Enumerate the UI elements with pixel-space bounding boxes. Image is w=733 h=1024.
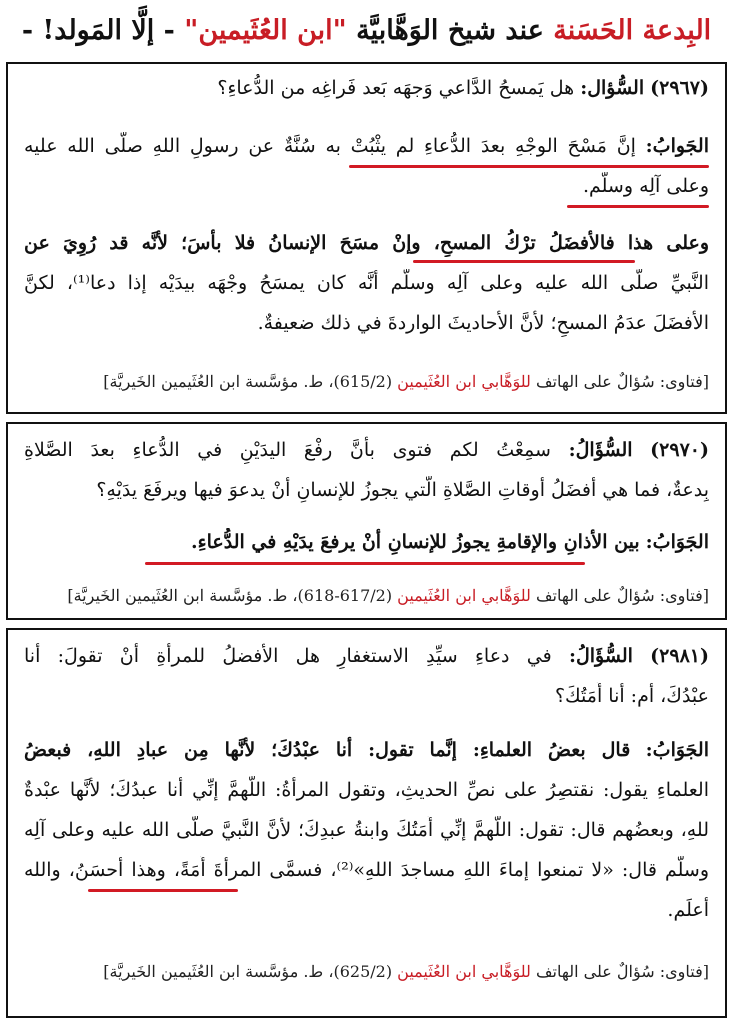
answer-line: العلماءِ يقول: نقتصِرُ على نصِّ الحديثِ، وتقول المرأةُ: اللَّهمَّ إنِّي أنا عبدُكَ؛ لأنَّها عبْدةٌ xyxy=(24,779,709,801)
question-text: في دعاءِ سيِّدِ الاستغفارِ هل الأفضلُ للمرأةِ أنْ تقولَ: أنا xyxy=(24,645,552,667)
answer-label: الجَوَابُ: xyxy=(645,739,709,761)
title-part-2: عند شيخ الوَهَّابيَّة xyxy=(346,15,554,46)
answer-text: قال بعضُ العلماءِ: إنَّما تقول: أنا عبْدُكَ؛ لأنَّها مِن عبادِ اللهِ، فبعضُ xyxy=(24,739,631,761)
title-part-1: البِدعة الحَسَنة xyxy=(553,15,712,46)
answer-label: الجَوَابُ: xyxy=(645,531,709,553)
answer-line: للهِ، وبعضُهم قال: تقول: اللَّهمَّ إنِّي أَمَتُكَ وابنةُ عبدِكَ؛ لأنَّ النَّبيَّ صلَّى الله عليه وعلى آلِه xyxy=(24,819,709,841)
red-underline xyxy=(349,165,709,168)
answer-line xyxy=(24,172,709,200)
answer-line xyxy=(24,736,709,764)
question-line xyxy=(24,436,709,464)
red-underline xyxy=(413,260,635,263)
source-author: للوَهَّابي ابن العُثَيمين xyxy=(397,586,531,605)
source-author: للوَهَّابي ابن العُثَيمين xyxy=(397,372,531,391)
fatwa-panel-1 xyxy=(6,62,727,414)
question-number: (٢٩٧٠) xyxy=(650,439,709,461)
fatwa-panel-2 xyxy=(6,422,727,620)
source-citation: [فتاوى: سُؤالٌ على الهاتف للوَهَّابي ابن العُثَيمين (625/2)، ط. مؤسَّسة ابن العُثَيمين الخَيريَّة] xyxy=(103,962,709,981)
question-number: (٢٩٦٧) xyxy=(650,77,709,99)
body-line: النَّبيِّ صلَّى الله عليه وعلى آلِه وسلَّم أنَّه كان يمسَحُ وجْهَه بيدَيْه إذا دعا⁽¹⁾، لكنَّ xyxy=(24,272,709,294)
red-underline xyxy=(567,205,709,208)
question-number: (٢٩٨١) xyxy=(650,645,709,667)
body-line: وعلى هذا فالأفضَلُ ترْكُ المسحِ، وإنْ مسَحَ الإنسانُ فلا بأْسَ؛ لأنَّه قد رُوِيَ عن xyxy=(24,232,709,254)
question-line: بِدعةٌ، فما هي أفضَلُ أوقاتِ الصَّلاةِ الَّتي يجوزُ للإنسانِ أنْ يدعوَ فيها ويرفَعَ يدَيْهِ؟ xyxy=(96,479,709,501)
question-text: سمِعْتُ لكم فتوى بأنَّ رفْعَ اليدَيْنِ في الدُّعاءِ بعدَ الصَّلاةِ xyxy=(24,439,551,461)
title-part-4: - إلَّا المَولد! - xyxy=(21,15,185,46)
fatwa-panel-3 xyxy=(6,628,727,1018)
page-title xyxy=(0,0,733,62)
source-citation: [فتاوى: سُؤالٌ على الهاتف للوَهَّابي ابن العُثَيمين (615/2)، ط. مؤسَّسة ابن العُثَيمين الخَيريَّة] xyxy=(103,372,709,391)
answer-text: وعلى آلِه وسلَّم. xyxy=(582,175,709,197)
red-underline xyxy=(88,889,238,892)
question-line xyxy=(24,642,709,670)
question-label: السُّؤَالُ: xyxy=(568,439,633,461)
red-underline xyxy=(145,562,585,565)
answer-text: بين الأذانِ والإقامةِ يجوزُ للإنسانِ أنْ يرفعَ يدَيْهِ في الدُّعاءِ. xyxy=(191,531,640,553)
question-line xyxy=(24,74,709,102)
question-text: هل يَمسحُ الدَّاعي وَجهَه بَعد فَراغِه من الدُّعاءِ؟ xyxy=(217,77,575,99)
answer-line: أعلَم. xyxy=(667,899,709,921)
body-line: الأفضَلَ عدَمُ المسحِ؛ لأنَّ الأحاديثَ الواردةَ في ذلك ضعيفةٌ. xyxy=(257,312,709,334)
source-author: للوَهَّابي ابن العُثَيمين xyxy=(397,962,531,981)
title-part-3: "ابن العُثَيمين" xyxy=(184,15,347,46)
answer-text: إنَّ مَسْحَ الوجْهِ بعدَ الدُّعاءِ لم يثْبُتْ به سُنَّةٌ عن رسولِ اللهِ صلَّى الله عليه xyxy=(24,135,636,157)
answer-line xyxy=(24,132,709,160)
answer-label: الجَوابُ: xyxy=(645,135,709,157)
question-label: السُّؤَالُ: xyxy=(568,645,633,667)
answer-line xyxy=(24,528,709,556)
question-line: عبْدُكَ، أم: أنا أَمَتُكَ؟ xyxy=(554,685,709,707)
source-citation: [فتاوى: سُؤالٌ على الهاتف للوَهَّابي ابن العُثَيمين (617/2-618)، ط. مؤسَّسة ابن العُثَيمين الخَيريَّة] xyxy=(67,586,709,605)
answer-line: وسلَّم قال: «لا تمنعوا إماءَ اللهِ مساجدَ اللهِ»⁽²⁾، فسمَّى المرأةَ أَمَةً، وهذا أحسَنُ، والله xyxy=(24,859,709,881)
question-label: السُّؤال: xyxy=(580,77,645,99)
